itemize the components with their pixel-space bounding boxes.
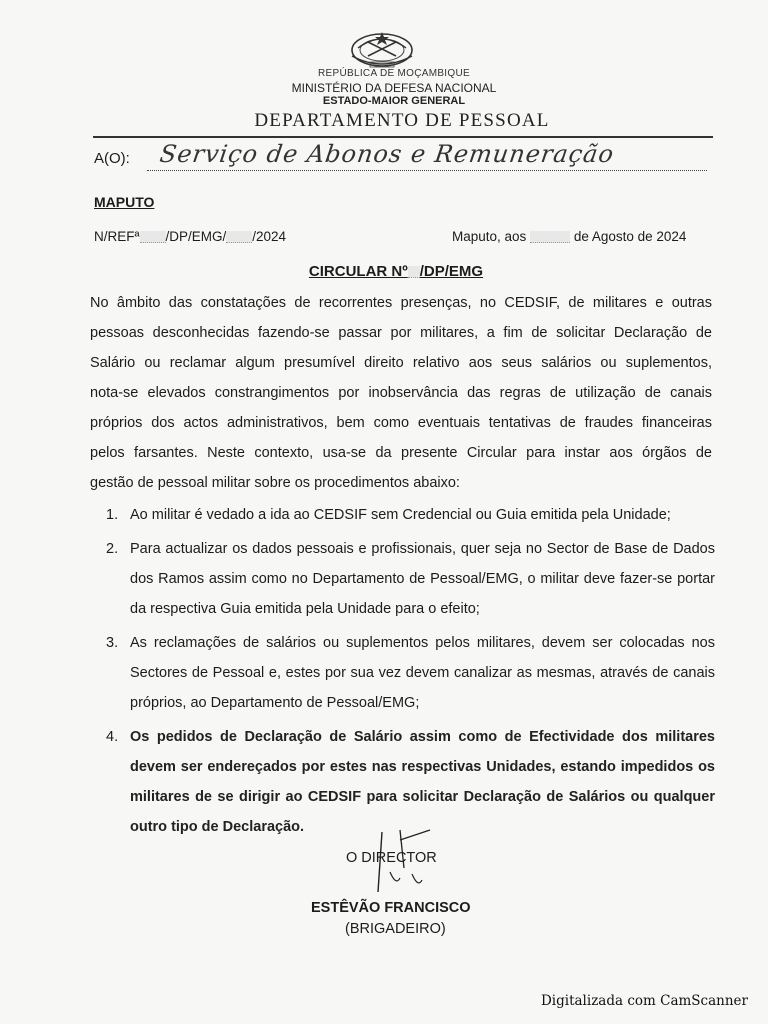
intro-line: próprios dos actos administrativos, bem como eventuais tentativas de fraudes financeiras [90, 415, 712, 431]
intro-line: pessoas desconhecidas fazendo-se passar por militares, a fim de solicitar Declaração de [90, 325, 712, 341]
item-number: 1. [106, 507, 119, 523]
redacted-mark [140, 231, 166, 243]
item-number: 2. [106, 541, 119, 557]
redacted-mark [408, 266, 420, 278]
intro-line: nota-se elevados constrangimentos por inobservância das regras de utilização de canais [90, 385, 712, 401]
reference-middle: /DP/EMG/ [165, 229, 227, 244]
scanner-watermark: Digitalizada com CamScanner [540, 993, 748, 1009]
document-date [452, 229, 686, 244]
addressee-handwritten: Serviço de Abonos e Remuneração [158, 140, 616, 168]
ministry-name: MINISTÉRIO DA DEFESA NACIONAL [291, 81, 497, 95]
header-divider [93, 136, 713, 138]
list-item [100, 534, 715, 624]
intro-line: Salário ou reclamar algum presumível direito relativo aos seus salários ou suplementos, [90, 355, 712, 371]
redacted-mark [226, 231, 252, 243]
reference-prefix: N/REFª [94, 229, 140, 244]
date-prefix: Maputo, aos [452, 229, 527, 244]
intro-line: pelos farsantes. Neste contexto, usa-se da presente Circular para instar aos órgãos de [90, 445, 712, 461]
department-name: DEPARTAMENTO DE PESSOAL [254, 110, 550, 131]
list-item [100, 628, 715, 718]
list-item [100, 722, 715, 842]
intro-line: No âmbito das constatações de recorrentes presenças, no CEDSIF, de militares e outras [90, 295, 712, 311]
procedure-list [100, 500, 715, 846]
item-number: 4. [106, 729, 119, 745]
staff-name: ESTADO-MAIOR GENERAL [322, 95, 466, 107]
circular-prefix: CIRCULAR Nº [308, 263, 408, 280]
signatory-role: O DIRECTOR [346, 850, 437, 866]
item-text: Ao militar é vedado a ida ao CEDSIF sem Credencial ou Guia emitida pela Unidade; [130, 507, 671, 523]
national-emblem-icon [344, 26, 420, 70]
item-text: Para actualizar os dados pessoais e profissionais, quer seja no Sector de Base de Dados dos Ramos assim como no Departamento de Pessoal/EMG, o militar deve fazer-se portar da respectiva Guia emitida pela Unidade para o efeito; [130, 541, 715, 617]
addressee-line [147, 170, 707, 171]
intro-paragraph [90, 288, 712, 498]
list-item [100, 500, 715, 530]
reference-number [94, 229, 286, 244]
item-text: As reclamações de salários ou suplementos pelos militares, devem ser colocadas nos Sectores de Pessoal e, estes por sua vez devem canalizar as mesmas, através de canais próprios, ao Departamento de Pessoal/EMG; [130, 635, 715, 711]
circular-suffix: /DP/EMG [419, 263, 484, 280]
circular-title [12, 263, 768, 280]
signatory-rank: (BRIGADEIRO) [345, 921, 446, 937]
republic-name: REPÚBLICA DE MOÇAMBIQUE [318, 68, 470, 79]
reference-suffix: /2024 [252, 229, 287, 244]
item-text: Os pedidos de Declaração de Salário assim como de Efectividade dos militares devem ser endereçados por estes nas respectivas Unidades, estando impedidos os militares de se dirigir ao CEDSIF para solicitar Declaração de Salários ou qualquer outro tipo de Declaração. [130, 729, 715, 835]
addressee-label: A(O): [94, 150, 130, 167]
redacted-mark [530, 231, 570, 243]
city-name: MAPUTO [94, 194, 155, 210]
signatory-name: ESTÊVÃO FRANCISCO [311, 900, 471, 916]
date-suffix: de Agosto de 2024 [573, 229, 687, 244]
intro-line: gestão de pessoal militar sobre os procedimentos abaixo: [90, 475, 460, 491]
item-number: 3. [106, 635, 119, 651]
